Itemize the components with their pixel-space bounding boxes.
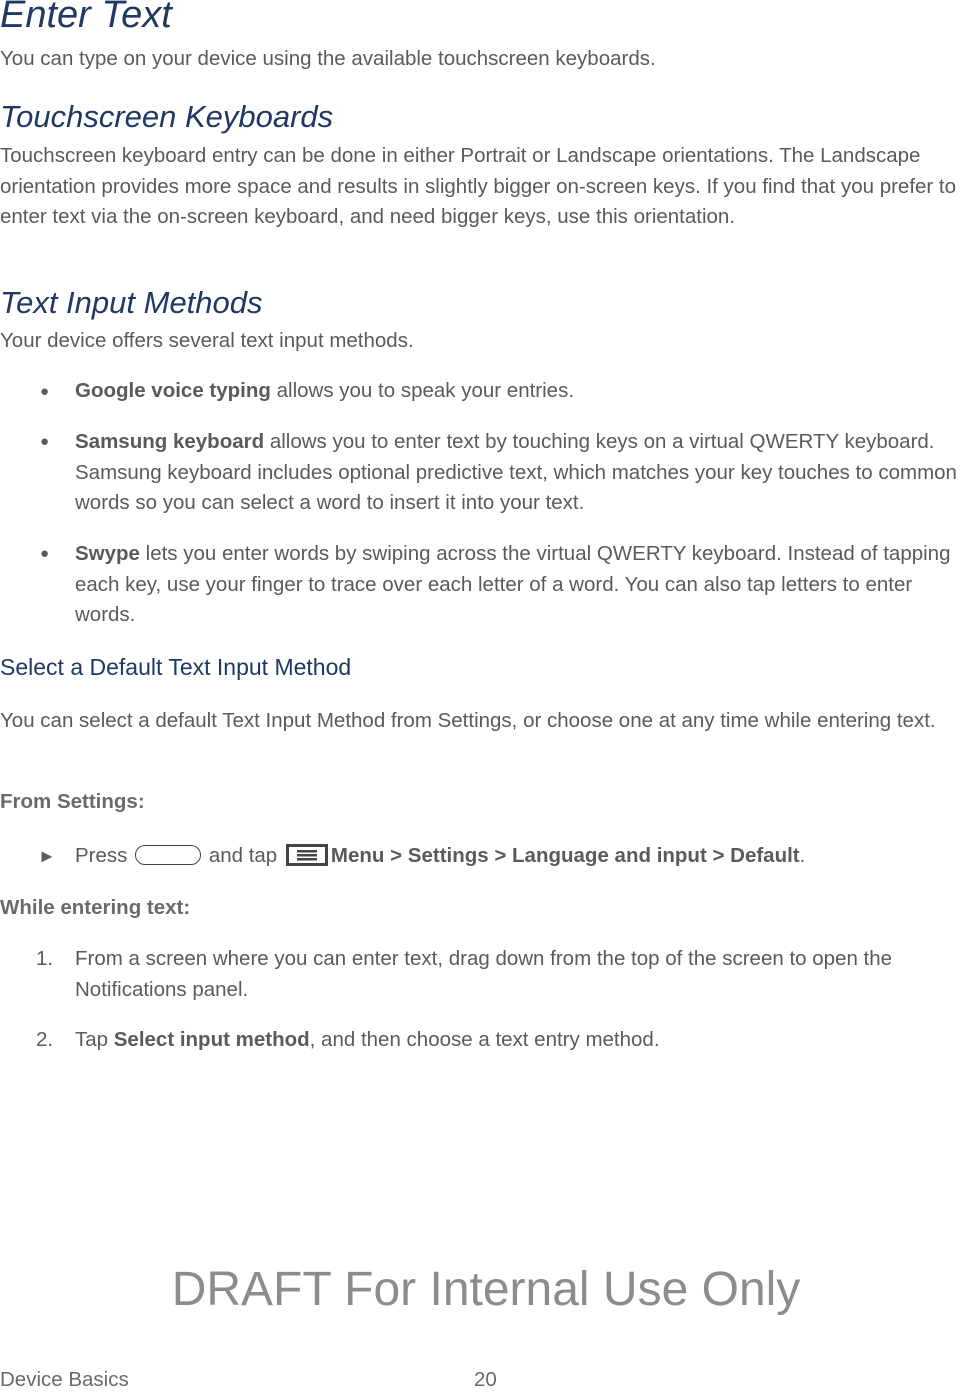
step-number: 1. bbox=[36, 947, 54, 970]
press-text: Press bbox=[75, 844, 128, 867]
list-item-google-voice bbox=[75, 376, 970, 407]
default-method-paragraph: You can select a default Text Input Method from Settings, or choose one at any time while entering text. bbox=[0, 709, 936, 732]
step-number: 2. bbox=[36, 1028, 54, 1051]
text-input-methods-heading: Text Input Methods bbox=[0, 285, 263, 320]
from-settings-label: From Settings: bbox=[0, 790, 145, 813]
step-2 bbox=[75, 1025, 970, 1056]
item-name: Google voice typing bbox=[75, 379, 271, 402]
arrow-icon: ► bbox=[38, 846, 56, 866]
while-entering-label: While entering text: bbox=[0, 896, 191, 919]
bullet-icon: ● bbox=[40, 433, 50, 450]
touchscreen-keyboards-heading: Touchscreen Keyboards bbox=[0, 99, 334, 134]
list-item-swype bbox=[75, 539, 970, 631]
item-name: Swype bbox=[75, 542, 140, 565]
item-text: allows you to enter text by touching keys on a virtual QWERTY keyboard. Samsung keyboard includes optional predictive text, which matches your key touches to common words so you can select a word to insert it into your text. bbox=[75, 430, 957, 514]
footer-section: Device Basics bbox=[0, 1368, 129, 1391]
text-input-methods-intro: Your device offers several text input methods. bbox=[0, 329, 414, 352]
draft-watermark: DRAFT For Internal Use Only bbox=[171, 1263, 801, 1316]
home-key-icon bbox=[135, 845, 201, 865]
footer-page-number: 20 bbox=[474, 1368, 497, 1391]
settings-instruction bbox=[75, 841, 970, 872]
item-text: lets you enter words by swiping across the virtual QWERTY keyboard. Instead of tapping each key, use your finger to trace over each letter of a word. You can also tap letters to enter words. bbox=[75, 542, 951, 626]
period: . bbox=[799, 844, 806, 867]
and-tap-text: and tap bbox=[208, 844, 278, 867]
bullet-icon: ● bbox=[40, 545, 50, 562]
step-text: From a screen where you can enter text, drag down from the top of the screen to open the Notifications panel. bbox=[75, 947, 893, 1001]
page-title: Enter Text bbox=[0, 0, 172, 36]
menu-key-icon bbox=[285, 843, 329, 867]
step-text: Tap bbox=[75, 1028, 114, 1051]
item-name: Samsung keyboard bbox=[75, 430, 265, 453]
default-method-heading: Select a Default Text Input Method bbox=[0, 654, 352, 680]
item-text: allows you to speak your entries. bbox=[270, 379, 575, 402]
list-item-samsung-keyboard bbox=[75, 427, 970, 519]
settings-path: Menu > Settings > Language and input > Default bbox=[330, 844, 800, 867]
step-bold-text: Select input method bbox=[113, 1028, 310, 1051]
touchscreen-keyboards-paragraph: Touchscreen keyboard entry can be done in either Portrait or Landscape orientations. The Landscape orientation provides more space and results in slightly bigger on-screen keys. If you find that you prefer to enter text via the on-screen keyboard, and need bigger keys, use this orientation. bbox=[0, 144, 957, 228]
bullet-icon: ● bbox=[40, 383, 50, 400]
step-1 bbox=[75, 944, 970, 1005]
intro-paragraph: You can type on your device using the available touchscreen keyboards. bbox=[0, 47, 656, 70]
step-text-end: , and then choose a text entry method. bbox=[309, 1028, 660, 1051]
